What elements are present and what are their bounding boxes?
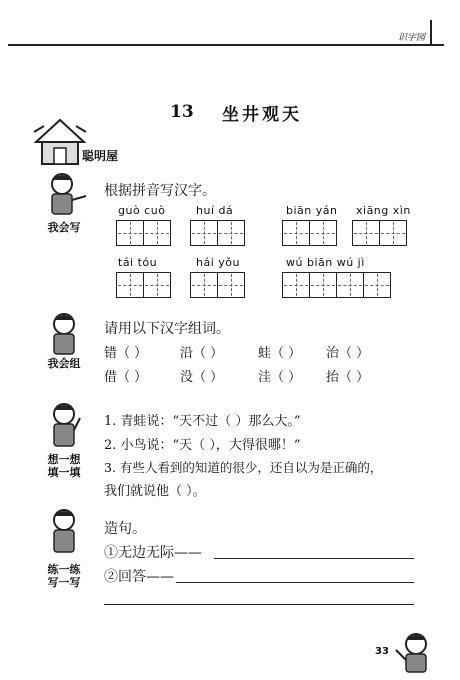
think-caption-1: 想一想 (47, 453, 81, 466)
sentence-instruction: 造句。 (104, 521, 146, 537)
sentence-item-1: ①无边无际—— (104, 545, 202, 561)
section-title: 聪明屋 (82, 149, 119, 163)
group-instruction: 请用以下汉字组词。 (104, 321, 230, 337)
pinyin-3: biān yán (286, 204, 338, 217)
lesson-number: 13 (170, 102, 194, 122)
group-caption: 我会组 (47, 357, 81, 370)
char-box-3[interactable] (282, 220, 337, 246)
group-item-4: 治（ ） (326, 346, 370, 361)
char-box-7[interactable] (282, 272, 391, 298)
page-number: 33 (375, 646, 389, 657)
write-caption: 我会写 (47, 221, 81, 234)
practice-caption-2: 写一写 (47, 576, 81, 589)
waving-kid-icon (392, 630, 438, 680)
write-instruction: 根据拼音写汉字。 (104, 183, 216, 199)
header-tag: 识字园 (398, 33, 426, 43)
pinyin-2: huí dá (196, 204, 234, 217)
pondering-kid-icon (40, 402, 90, 456)
house-icon (30, 118, 90, 170)
thinking-kid-icon (40, 312, 90, 362)
group-item-2: 沿（ ） (180, 346, 224, 361)
answer-line-2[interactable] (176, 582, 414, 583)
practice-caption-1: 练一练 (47, 563, 81, 576)
char-box-4[interactable] (352, 220, 407, 246)
writing-kid-icon (40, 172, 90, 224)
answer-line-3[interactable] (104, 604, 414, 605)
group-item-7: 洼（ ） (258, 370, 302, 385)
header-rule (8, 44, 444, 46)
char-box-6[interactable] (190, 272, 245, 298)
pinyin-4: xiāng xìn (356, 204, 411, 217)
char-box-1[interactable] (116, 220, 171, 246)
group-item-3: 蛙（ ） (258, 346, 302, 361)
sentence-item-2: ②回答—— (104, 569, 174, 585)
char-box-2[interactable] (190, 220, 245, 246)
think-line-4: 我们就说他（ ）。 (104, 484, 206, 499)
group-item-1: 错（ ） (104, 346, 148, 361)
think-caption-2: 填一填 (47, 466, 81, 479)
pinyin-6: hái yǒu (196, 256, 240, 269)
header-corner (430, 20, 450, 46)
lesson-title: 坐井观天 (222, 105, 302, 125)
group-item-5: 借（ ） (104, 370, 148, 385)
pinyin-5: tái tóu (118, 256, 158, 269)
char-box-5[interactable] (116, 272, 171, 298)
think-line-2: 2. 小鸟说：“天（ ），大得很哪！” (104, 438, 301, 453)
pinyin-1: guò cuò (118, 204, 166, 217)
practice-kid-icon (40, 508, 90, 562)
pinyin-7: wú biān wú jì (286, 256, 365, 269)
group-item-6: 没（ ） (180, 370, 224, 385)
answer-line-1[interactable] (214, 558, 414, 559)
group-item-8: 抬（ ） (326, 370, 370, 385)
think-line-1: 1. 青蛙说：“天不过（ ）那么大。” (104, 414, 301, 429)
think-line-3: 3. 有些人看到的知道的很少，还自以为是正确的， (104, 460, 383, 475)
